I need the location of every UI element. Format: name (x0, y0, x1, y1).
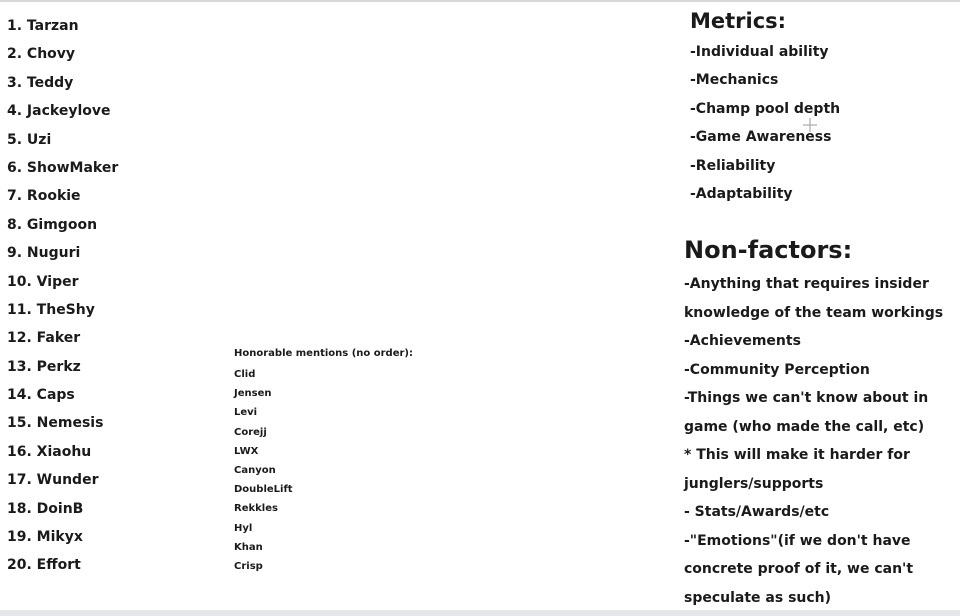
nonfactors-line: concrete proof of it, we can't (684, 561, 914, 577)
honorable-mention-item: Clid (234, 369, 256, 380)
metrics-section (690, 6, 840, 208)
honorable-mention-item: Rekkles (234, 503, 278, 515)
nonfactors-line: -Community Perception (684, 361, 870, 378)
nonfactors-line: junglers/supports (684, 475, 824, 492)
metrics-item: -Reliability (690, 157, 776, 174)
ranking-item: 18. DoinB (7, 500, 84, 517)
nonfactors-line: - Stats/Awards/etc (684, 504, 830, 520)
metrics-list (690, 38, 840, 208)
ranking-item: 3. Teddy (7, 74, 74, 91)
nonfactors-line: knowledge of the team workings (684, 304, 944, 321)
honorable-mentions-list (234, 365, 413, 576)
ranking-item: 13. Perkz (7, 358, 81, 375)
nonfactors-heading: Non-factors: (684, 236, 853, 264)
ranking-list (7, 12, 118, 580)
honorable-mentions (234, 346, 413, 576)
ranking-item: 9. Nuguri (7, 245, 81, 262)
ranking-item: 20. Effort (7, 557, 81, 574)
nonfactors-line: * This will make it harder for (684, 447, 910, 463)
metrics-item: -Adaptability (690, 185, 793, 202)
metrics-item: -Champ pool depth (690, 100, 841, 117)
honorable-mention-item: Jensen (234, 388, 272, 400)
ranking-item: 4. Jackeylove (7, 103, 111, 120)
nonfactors-line: -Things we can't know about in (684, 390, 929, 406)
nonfactors-line: speculate as such) (684, 589, 832, 606)
metrics-item: -Game Awareness (690, 129, 832, 146)
ranking-item: 6. ShowMaker (7, 159, 119, 176)
metrics-item: -Individual ability (690, 44, 829, 60)
metrics-heading: Metrics: (690, 9, 787, 33)
nonfactors-section (684, 234, 954, 612)
honorable-mention-item: Hyl (234, 522, 253, 534)
ranking-item: 15. Nemesis (7, 415, 104, 432)
ranking-item: 12. Faker (7, 330, 81, 347)
ranking-item: 8. Gimgoon (7, 216, 98, 233)
nonfactors-line: game (who made the call, etc) (684, 418, 925, 435)
honorable-mention-item: Levi (234, 407, 258, 419)
honorable-mentions-title: Honorable mentions (no order): (234, 348, 413, 359)
ranking-item: 14. Caps (7, 387, 75, 404)
nonfactors-line: -Anything that requires insider (684, 276, 929, 292)
ranking-item: 17. Wunder (7, 472, 99, 489)
ranking-item: 19. Mikyx (7, 529, 83, 546)
nonfactors-line: -Achievements (684, 333, 801, 349)
nonfactors-line: -"Emotions"(if we don't have (684, 532, 911, 549)
ranking-item: 10. Viper (7, 273, 79, 290)
ranking-item: 11. TheShy (7, 301, 95, 318)
ranking-item: 16. Xiaohu (7, 443, 92, 460)
ranking-item: 1. Tarzan (7, 18, 79, 34)
honorable-mention-item: DoubleLift (234, 484, 293, 496)
ranking-item: 7. Rookie (7, 188, 81, 205)
top-border (0, 0, 960, 2)
honorable-mention-item: Corejj (234, 426, 267, 438)
nonfactors-list (684, 270, 954, 612)
ranking-item: 5. Uzi (7, 131, 52, 148)
honorable-mention-item: Khan (234, 541, 263, 553)
crosshair-cursor-icon (803, 118, 817, 132)
ranking-item: 2. Chovy (7, 46, 76, 63)
metrics-item: -Mechanics (690, 72, 779, 89)
bottom-border (0, 610, 960, 616)
honorable-mention-item: Canyon (234, 464, 276, 476)
honorable-mention-item: Crisp (234, 560, 263, 572)
honorable-mention-item: LWX (234, 445, 259, 457)
